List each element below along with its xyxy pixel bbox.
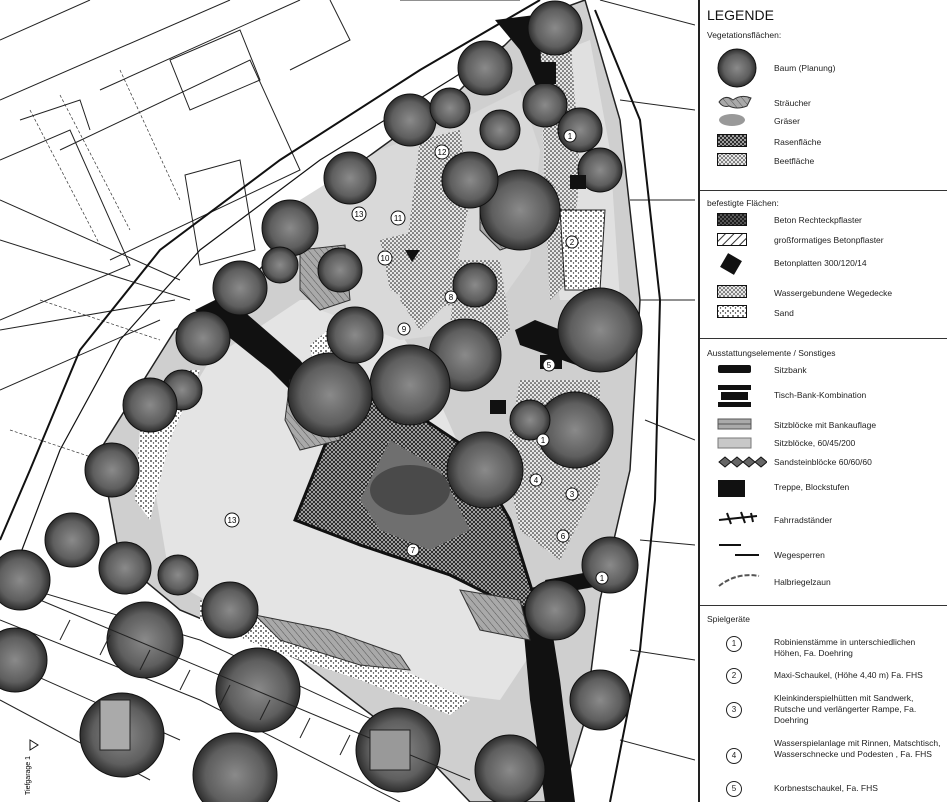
fence-swatch-icon <box>717 570 761 590</box>
legend-label-fence: Halbriegelzaun <box>774 577 831 587</box>
seating-block-pad-swatch-icon <box>717 418 753 430</box>
stairs-swatch-icon <box>717 479 747 499</box>
svg-text:13: 13 <box>354 210 364 219</box>
legend-label-large-paving: großformatiges Betonpflaster <box>774 235 884 245</box>
legend-paved-heading: befestigte Flächen: <box>707 198 779 208</box>
legend-panel <box>698 0 947 802</box>
legend-label-bike-rack: Fahrradständer <box>774 515 833 525</box>
play-number-5: 5 <box>726 781 742 797</box>
svg-text:8: 8 <box>448 293 454 302</box>
play-number-4: 4 <box>726 748 742 764</box>
legend-play-heading: Spielgeräte <box>707 614 751 624</box>
legend-label-sandstone-block: Sandsteinblöcke 60/60/60 <box>774 457 872 467</box>
legend-label-concrete-slab: Betonplatten 300/120/14 <box>774 258 867 268</box>
legend-label-bench: Sitzbank <box>774 365 807 375</box>
svg-text:6: 6 <box>560 532 566 541</box>
svg-text:3: 3 <box>569 490 575 499</box>
legend-label-table-bench: Tisch-Bank-Kombination <box>774 390 867 400</box>
svg-text:5: 5 <box>546 361 552 370</box>
large-paving-swatch-icon <box>717 233 747 246</box>
tiefgarage-label: Tiefgarage 1 <box>25 755 32 795</box>
seating-block-swatch-icon <box>717 437 753 449</box>
legend-title: LEGENDE <box>707 7 774 23</box>
bike-rack-swatch-icon <box>717 510 761 526</box>
legend-label-grasses: Gräser <box>774 116 800 126</box>
tree-swatch-icon <box>717 48 757 88</box>
svg-text:1: 1 <box>567 132 573 141</box>
legend-label-concrete-paving: Beton Rechteckpflaster <box>774 215 862 225</box>
concrete-paving-swatch-icon <box>717 213 747 226</box>
legend-label-play-5: Korbnestschaukel, Fa. FHS <box>774 783 878 793</box>
svg-text:11: 11 <box>393 214 403 223</box>
bed-swatch-icon <box>717 153 747 166</box>
legend-divider <box>700 190 947 191</box>
svg-text:12: 12 <box>437 148 447 157</box>
garage-arrow-icon <box>30 740 38 750</box>
shrub-swatch-icon <box>717 92 753 110</box>
svg-text:13: 13 <box>227 516 237 525</box>
legend-label-shrubs: Sträucher <box>774 98 811 108</box>
legend-label-play-2: Maxi-Schaukel, (Höhe 4,40 m) Fa. FHS <box>774 670 923 680</box>
svg-text:1: 1 <box>599 574 605 583</box>
legend-label-tree: Baum (Planung) <box>774 63 836 73</box>
barrier-swatch-icon <box>717 541 761 559</box>
legend-label-play-1: Robinienstämme in unterschiedlichen Höhen, Fa. Doehring <box>774 637 916 658</box>
table-bench-swatch-icon <box>717 384 753 408</box>
legend-label-play-4: Wasserspielanlage mit Rinnen, Matschtisch, Wasserschnecke und Podesten , Fa. FHS <box>774 738 941 759</box>
legend-label-stairs: Treppe, Blockstufen <box>774 482 850 492</box>
svg-text:2: 2 <box>569 238 575 247</box>
legend-label-seating-block: Sitzblöcke, 60/45/200 <box>774 438 856 448</box>
legend-furniture-heading: Ausstattungselemente / Sonstiges <box>707 348 836 358</box>
gravel-swatch-icon <box>717 285 747 298</box>
svg-text:9: 9 <box>401 325 407 334</box>
play-number-2: 2 <box>726 668 742 684</box>
legend-label-seating-block-pad: Sitzblöcke mit Bankauflage <box>774 420 877 430</box>
legend-divider <box>700 338 947 339</box>
svg-text:10: 10 <box>380 254 390 263</box>
legend-label-lawn: Rasenfläche <box>774 137 822 147</box>
sand-swatch-icon <box>717 305 747 318</box>
legend-label-sand: Sand <box>774 308 794 318</box>
bench-swatch-icon <box>717 364 753 374</box>
play-number-1: 1 <box>726 636 742 652</box>
concrete-slab-swatch-icon <box>717 253 747 275</box>
grass-swatch-icon <box>717 113 747 127</box>
svg-text:1: 1 <box>540 436 546 445</box>
legend-label-beds: Beetfläche <box>774 156 815 166</box>
legend-label-barrier: Wegesperren <box>774 550 825 560</box>
sandstone-block-swatch-icon <box>717 455 767 469</box>
legend-vegetation-heading: Vegetationsflächen: <box>707 30 782 40</box>
legend-label-gravel: Wassergebundene Wegedecke <box>774 288 893 298</box>
legend-label-play-3: Kleinkinderspielhütten mit Sandwerk, Rutsche und verlängerter Rampe, Fa. Doehring <box>774 693 917 725</box>
svg-text:7: 7 <box>410 546 416 555</box>
lawn-swatch-icon <box>717 134 747 147</box>
play-number-3: 3 <box>726 702 742 718</box>
svg-text:4: 4 <box>533 476 539 485</box>
legend-divider <box>700 605 947 606</box>
